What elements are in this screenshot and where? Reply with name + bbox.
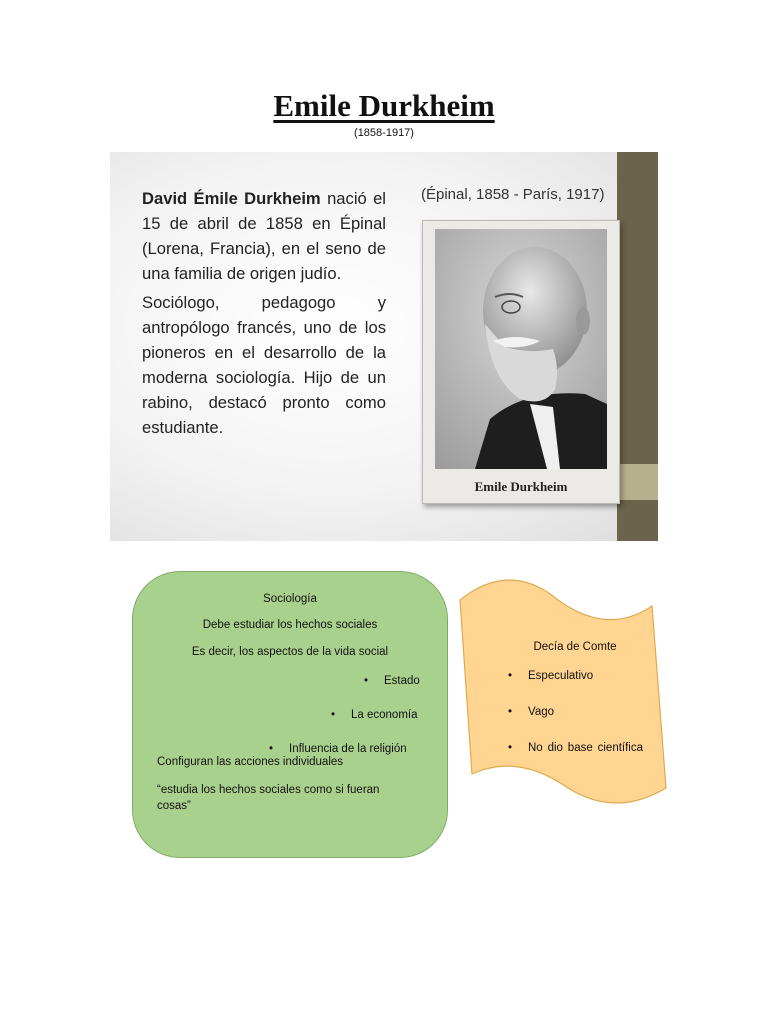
sociologia-title: Sociología <box>263 593 317 605</box>
sociologia-line-1: Debe estudiar los hechos sociales <box>202 619 378 631</box>
slide-birth-death: (Épinal, 1858 - París, 1917) <box>421 186 605 203</box>
portrait-caption: Emile Durkheim <box>474 479 568 494</box>
page-subtitle-dates: (1858-1917) <box>354 127 414 139</box>
list-item: • La economía <box>351 707 665 723</box>
list-item: • Influencia de la religión <box>289 741 603 757</box>
sociologia-box <box>132 571 448 858</box>
list-item: • Vago <box>528 703 768 721</box>
sociologia-line-2: Es decir, los aspectos de la vida social <box>191 646 389 658</box>
list-item <box>528 739 643 757</box>
list-item: • Estado <box>384 673 698 689</box>
slide-image <box>110 152 658 541</box>
slide-full-name: David Émile Durkheim <box>142 189 321 208</box>
list-item: • Especulativo <box>528 667 768 685</box>
page-title: Emile Durkheim <box>273 88 495 123</box>
sociologia-quote: “estudia los hechos sociales como si fueran cosas” <box>157 784 380 812</box>
portrait-photo <box>435 229 607 469</box>
slide-paragraph-2: Sociólogo, pedagogo y antropólogo francés, uno de los pioneros en el desarrollo de la moderna sociología. Hijo de un rabino, destacó pronto como estudiante. <box>142 293 386 437</box>
slide-side-bar-accent <box>617 464 658 500</box>
sociologia-line-3: Configuran las acciones individuales <box>157 756 344 768</box>
slide-birth-text: nació el 15 de abril de 1858 en Épinal (Lorena, Francia), en el seno de una familia de origen judío. <box>142 189 386 283</box>
portrait-frame <box>422 220 620 504</box>
comte-wave-shape <box>458 578 668 804</box>
comte-title: Decía de Comte <box>533 641 617 653</box>
slide-biography-text <box>142 186 386 444</box>
comte-item-3-text: No dio base científica <box>528 742 643 754</box>
slide-paragraph-1 <box>142 186 386 286</box>
